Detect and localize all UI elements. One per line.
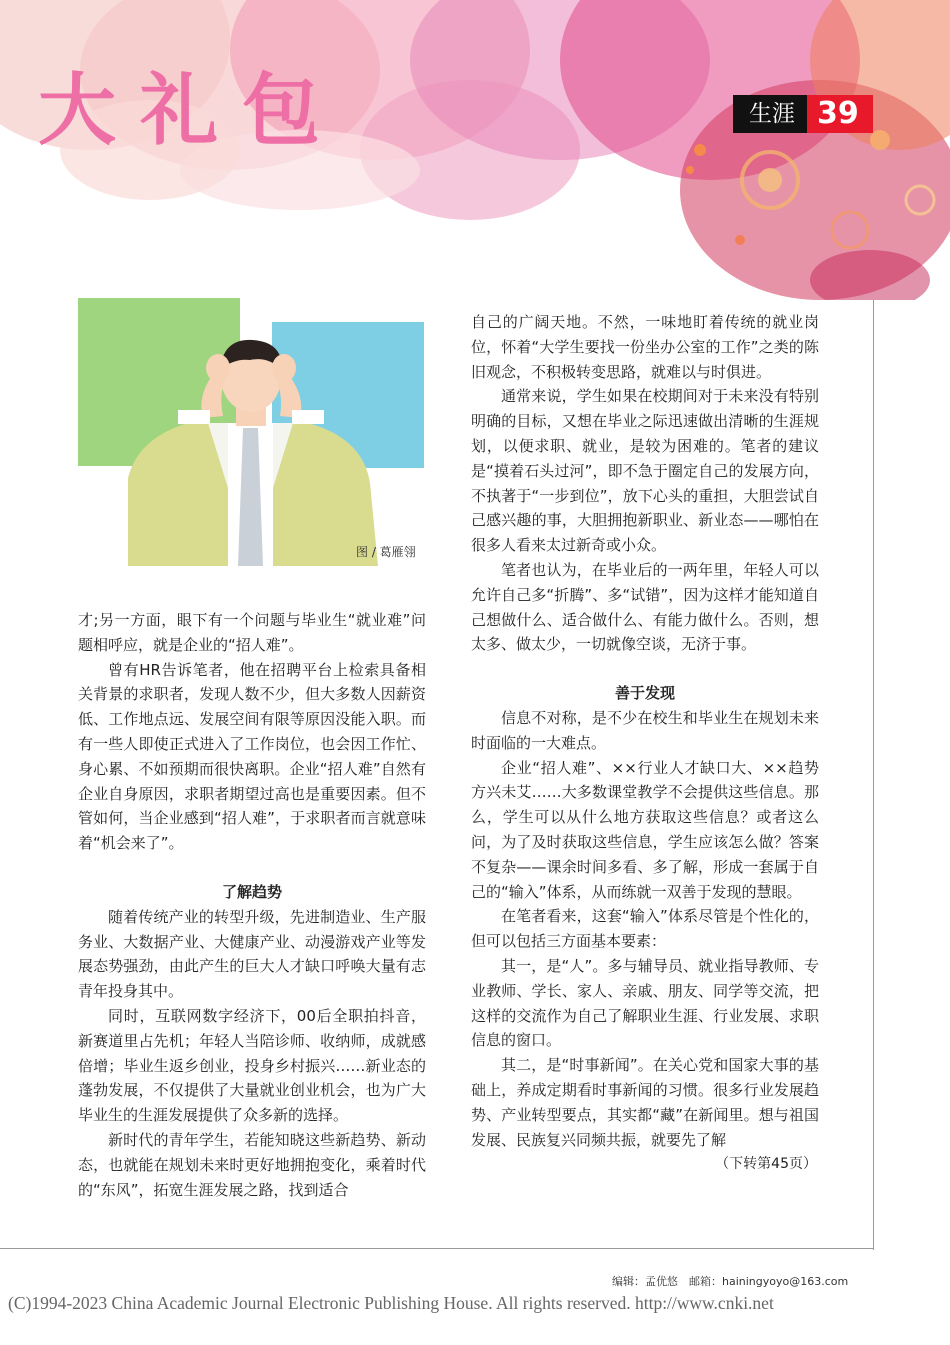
paragraph: 企业“招人难”、××行业人才缺口大、××趋势方兴未艾……大多数课堂教学不会提供这些信息。那么，学生可以从什么地方获取这些信息？或者这么问，为了及时获取这些信息，学生应该怎么做？答案不复杂——课余时间多看、多了解，形成一套属于自己的“输入”体系，从而练就一双善于发现的慧眼。 <box>471 758 819 901</box>
paragraph: 其二，是“时事新闻”。在关心党和国家大事的基础上，养成定期看时事新闻的习惯。很多行业发展趋势、产业转型要点，其实都“藏”在新闻里。想与祖国发展、民族复兴同频共振，就要先了解 <box>471 1056 819 1149</box>
section-gap <box>471 657 819 681</box>
paragraph: 同时，互联网数字经济下，00后全职拍抖音，新赛道里占先机；年轻人当陪诊师、收纳师，成就感倍增；毕业生返乡创业，投身乡村振兴……新业态的蓬勃发展，不仅提供了大量就业创业机会，也为广大毕业生的生涯发展提供了众多新的选择。 <box>78 1006 426 1125</box>
paragraph: 曾有HR告诉笔者，他在招聘平台上检索具备相关背景的求职者，发现人数不少，但大多数人因薪资低、工作地点远、发展空间有限等原因没能入职。而有一些人即使正式进入了工作岗位，也会因工作忙、身心累、不如预期而很快离职。企业“招人难”自然有企业自身原因，求职者期望过高也是重要因素。但不管如何，当企业感到“招人难”，于求职者而言就意味着“机会来了”。 <box>78 660 426 853</box>
column-title: 大礼包 <box>38 65 345 156</box>
paragraph: 才;另一方面，眼下有一个问题与毕业生“就业难”问题相呼应，就是企业的“招人难”。 <box>78 611 426 654</box>
paragraph: 信息不对称，是不少在校生和毕业生在规划未来时面临的一大难点。 <box>471 708 819 752</box>
continuation-note: （下转第45页） <box>715 1156 817 1173</box>
section-heading: 善于发现 <box>614 684 675 703</box>
paragraph: 其一，是“人”。多与辅导员、就业指导教师、专业教师、学长、家人、亲戚、朋友、同学等交流，把这样的交流作为自己了解职业生涯、行业发展、求职信息的窗口。 <box>471 956 819 1050</box>
paragraph: 自己的广阔天地。不然，一味地盯着传统的就业岗位，怀着“大学生要找一份坐办公室的工作”之类的陈旧观念，不积极转变思路，就难以与时俱进。 <box>471 313 819 381</box>
paragraph: 随着传统产业的转型升级，先进制造业、生产服务业、大数据产业、大健康产业、动漫游戏产业等发展态势强劲，由此产生的巨大人才缺口呼唤大量有志青年投身其中。 <box>78 907 426 1001</box>
right-text-column <box>471 310 819 1177</box>
section-heading: 了解趋势 <box>221 882 282 901</box>
left-text-column <box>78 608 426 1202</box>
paragraph: 通常来说，学生如果在校期间对于未来没有特别明确的目标，又想在毕业之际迅速做出清晰的生涯规划，以便求职、就业，是较为困难的。笔者的建议是“摸着石头过河”，即不急于圈定自己的发展方向，不执著于“一步到位”，放下心头的重担，大胆尝试自己感兴趣的事，大胆拥抱新职业、新业态——哪怕在很多人看来太过新奇或小众。 <box>471 387 819 555</box>
section-gap <box>78 856 426 880</box>
editor-info: 编辑：孟优悠 邮箱：hainingyoyo@163.com <box>612 1275 849 1288</box>
section-label: 生涯 <box>733 95 807 133</box>
stressed-man-illustration <box>78 298 424 566</box>
paragraph: 在笔者看来，这套“输入”体系尽管是个性化的，但可以包括三方面基本要素： <box>471 907 819 951</box>
paragraph: 笔者也认为，在毕业后的一两年里，年轻人可以允许自己多“折腾”、多“试错”，因为这样才能知道自己想做什么、适合做什么、有能力做什么。否则，想太多、做太少，一切就像空谈，无济于事。 <box>471 560 819 654</box>
footer-rule <box>0 1248 873 1249</box>
copyright-notice: (C)1994-2023 China Academic Journal Electronic Publishing House. All rights reserved. http://www.cnki.net <box>8 1293 774 1313</box>
vertical-rule <box>873 300 874 1250</box>
page-number: 39 <box>807 95 873 133</box>
paragraph: 新时代的青年学生，若能知晓这些新趋势、新动态，也就能在规划未来时更好地拥抱变化，乘着时代的“东风”，拓宽生涯发展之路，找到适合 <box>78 1130 426 1199</box>
figure-caption: 图 / 葛雁翎 <box>356 545 416 559</box>
page-badge <box>733 95 873 133</box>
